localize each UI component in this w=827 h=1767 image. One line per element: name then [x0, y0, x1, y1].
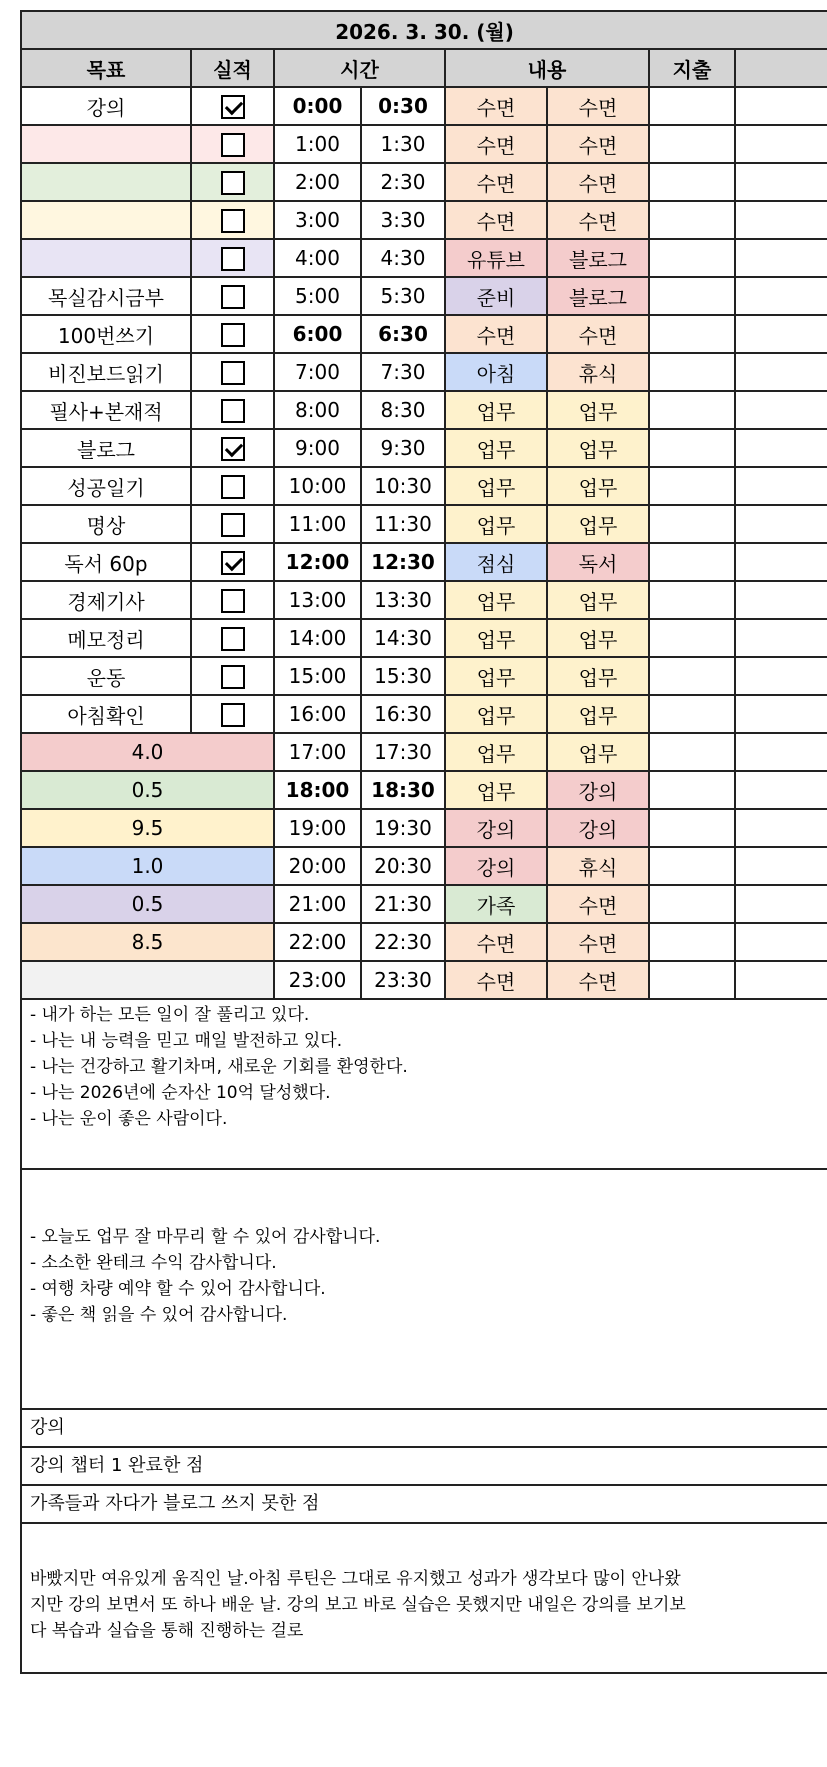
schedule-row — [21, 809, 827, 847]
time-half-cell: 6:30 — [361, 315, 445, 353]
activity-cell: 업무 — [547, 581, 649, 619]
spend-cell — [649, 733, 735, 771]
time-start-cell: 3:00 — [274, 201, 361, 239]
blank-cell — [735, 619, 827, 657]
summary-cell: 9.5 — [21, 809, 274, 847]
schedule-row — [21, 695, 827, 733]
header-spend: 지출 — [649, 49, 735, 87]
summary-cell: 1.0 — [21, 847, 274, 885]
goal-cell: 경제기사 — [21, 581, 191, 619]
activity-cell: 업무 — [445, 733, 547, 771]
goal-cell: 목실감시금부 — [21, 277, 191, 315]
goal-cell: 운동 — [21, 657, 191, 695]
activity-cell: 업무 — [547, 619, 649, 657]
activity-cell: 수면 — [547, 125, 649, 163]
gratitude-section — [20, 1170, 827, 1410]
spend-cell — [649, 619, 735, 657]
goal-cell: 비진보드읽기 — [21, 353, 191, 391]
checkbox-icon[interactable] — [221, 475, 245, 499]
activity-cell: 수면 — [445, 961, 547, 999]
time-half-cell: 16:30 — [361, 695, 445, 733]
activity-cell: 준비 — [445, 277, 547, 315]
activity-cell: 강의 — [445, 847, 547, 885]
activity-cell: 수면 — [445, 87, 547, 125]
time-half-cell: 1:30 — [361, 125, 445, 163]
spend-cell — [649, 809, 735, 847]
time-half-cell: 5:30 — [361, 277, 445, 315]
spend-cell — [649, 315, 735, 353]
blank-cell — [735, 277, 827, 315]
blank-cell — [735, 581, 827, 619]
result-cell — [191, 581, 274, 619]
blank-cell — [735, 87, 827, 125]
schedule-row — [21, 619, 827, 657]
time-half-cell: 14:30 — [361, 619, 445, 657]
activity-cell: 업무 — [547, 429, 649, 467]
checkbox-icon[interactable] — [221, 399, 245, 423]
checkbox-icon[interactable] — [221, 361, 245, 385]
summary-cell: 0.5 — [21, 771, 274, 809]
spend-cell — [649, 87, 735, 125]
affirmation-line: - 나는 운이 좋은 사람이다. — [30, 1109, 228, 1129]
time-half-cell: 0:30 — [361, 87, 445, 125]
checkbox-icon[interactable] — [221, 285, 245, 309]
blank-cell — [735, 923, 827, 961]
time-half-cell: 15:30 — [361, 657, 445, 695]
blank-cell — [735, 391, 827, 429]
result-cell — [191, 353, 274, 391]
result-cell — [191, 87, 274, 125]
activity-cell: 업무 — [445, 771, 547, 809]
activity-cell: 블로그 — [547, 239, 649, 277]
blank-cell — [735, 315, 827, 353]
time-half-cell: 13:30 — [361, 581, 445, 619]
spend-cell — [649, 201, 735, 239]
schedule-row — [21, 353, 827, 391]
time-start-cell: 18:00 — [274, 771, 361, 809]
time-start-cell: 15:00 — [274, 657, 361, 695]
time-start-cell: 6:00 — [274, 315, 361, 353]
time-half-cell: 10:30 — [361, 467, 445, 505]
schedule-row — [21, 239, 827, 277]
activity-cell: 업무 — [445, 391, 547, 429]
spend-cell — [649, 429, 735, 467]
result-cell — [191, 125, 274, 163]
blank-cell — [735, 467, 827, 505]
activity-cell: 강의 — [547, 771, 649, 809]
result-cell — [191, 429, 274, 467]
activity-cell: 블로그 — [547, 277, 649, 315]
activity-cell: 휴식 — [547, 353, 649, 391]
goal-cell: 독서 60p — [21, 543, 191, 581]
spend-cell — [649, 163, 735, 201]
schedule-row — [21, 467, 827, 505]
schedule-row — [21, 505, 827, 543]
affirmation-line: - 나는 2026년에 순자산 10억 달성했다. — [30, 1083, 331, 1103]
result-cell — [191, 695, 274, 733]
blank-cell — [735, 429, 827, 467]
activity-cell: 수면 — [445, 315, 547, 353]
goal-cell: 아침확인 — [21, 695, 191, 733]
gratitude-line: - 좋은 책 읽을 수 있어 감사합니다. — [30, 1305, 288, 1325]
schedule-row — [21, 923, 827, 961]
time-half-cell: 2:30 — [361, 163, 445, 201]
spend-cell — [649, 391, 735, 429]
summary-cell: 0.5 — [21, 885, 274, 923]
schedule-row — [21, 733, 827, 771]
time-start-cell: 1:00 — [274, 125, 361, 163]
blank-cell — [735, 505, 827, 543]
goal-cell — [21, 163, 191, 201]
blank-cell — [735, 239, 827, 277]
activity-cell: 업무 — [445, 695, 547, 733]
gratitude-line: - 오늘도 업무 잘 마무리 할 수 있어 감사합니다. — [30, 1227, 381, 1247]
time-half-cell: 20:30 — [361, 847, 445, 885]
activity-cell: 수면 — [547, 87, 649, 125]
spend-cell — [649, 353, 735, 391]
activity-cell: 수면 — [547, 885, 649, 923]
goal-cell: 명상 — [21, 505, 191, 543]
header-content: 내용 — [445, 49, 649, 87]
activity-cell: 업무 — [445, 505, 547, 543]
blank-cell — [735, 695, 827, 733]
time-start-cell: 7:00 — [274, 353, 361, 391]
schedule-row — [21, 315, 827, 353]
time-half-cell: 21:30 — [361, 885, 445, 923]
time-start-cell: 19:00 — [274, 809, 361, 847]
spend-cell — [649, 771, 735, 809]
checked-checkbox-icon[interactable] — [221, 551, 245, 575]
time-start-cell: 14:00 — [274, 619, 361, 657]
result-cell — [191, 201, 274, 239]
time-start-cell: 2:00 — [274, 163, 361, 201]
result-cell — [191, 315, 274, 353]
checkbox-icon[interactable] — [221, 703, 245, 727]
checkbox-icon[interactable] — [221, 171, 245, 195]
checkbox-icon[interactable] — [221, 247, 245, 271]
spend-cell — [649, 923, 735, 961]
activity-cell: 수면 — [547, 163, 649, 201]
activity-cell: 수면 — [547, 201, 649, 239]
schedule-row — [21, 201, 827, 239]
time-half-cell: 9:30 — [361, 429, 445, 467]
spend-cell — [649, 239, 735, 277]
date-title: 2026. 3. 30. (월) — [21, 11, 827, 49]
schedule-row — [21, 429, 827, 467]
blank-cell — [735, 163, 827, 201]
goal-cell: 블로그 — [21, 429, 191, 467]
reflection-section — [20, 1524, 827, 1674]
result-cell — [191, 163, 274, 201]
time-start-cell: 13:00 — [274, 581, 361, 619]
time-start-cell: 12:00 — [274, 543, 361, 581]
header-blank — [735, 49, 827, 87]
spend-cell — [649, 125, 735, 163]
time-start-cell: 16:00 — [274, 695, 361, 733]
notes-line-2: 강의 챕터 1 완료한 점 — [20, 1448, 827, 1486]
schedule-row — [21, 581, 827, 619]
spend-cell — [649, 657, 735, 695]
activity-cell: 수면 — [445, 201, 547, 239]
time-start-cell: 8:00 — [274, 391, 361, 429]
spend-cell — [649, 885, 735, 923]
time-start-cell: 23:00 — [274, 961, 361, 999]
blank-cell — [735, 847, 827, 885]
time-start-cell: 20:00 — [274, 847, 361, 885]
activity-cell: 업무 — [547, 467, 649, 505]
activity-cell: 강의 — [445, 809, 547, 847]
spend-cell — [649, 467, 735, 505]
time-half-cell: 17:30 — [361, 733, 445, 771]
time-start-cell: 5:00 — [274, 277, 361, 315]
time-start-cell: 9:00 — [274, 429, 361, 467]
activity-cell: 업무 — [547, 733, 649, 771]
spend-cell — [649, 847, 735, 885]
result-cell — [191, 619, 274, 657]
schedule-row — [21, 125, 827, 163]
checkbox-icon[interactable] — [221, 133, 245, 157]
result-cell — [191, 543, 274, 581]
time-half-cell: 4:30 — [361, 239, 445, 277]
goal-cell — [21, 201, 191, 239]
goal-cell: 강의 — [21, 87, 191, 125]
blank-cell — [735, 657, 827, 695]
activity-cell: 수면 — [445, 923, 547, 961]
header-result: 실적 — [191, 49, 274, 87]
time-start-cell: 17:00 — [274, 733, 361, 771]
blank-cell — [735, 961, 827, 999]
activity-cell: 업무 — [547, 695, 649, 733]
time-half-cell: 11:30 — [361, 505, 445, 543]
spend-cell — [649, 961, 735, 999]
time-half-cell: 23:30 — [361, 961, 445, 999]
result-cell — [191, 657, 274, 695]
reflection-line: 바빴지만 여유있게 움직인 날.아침 루틴은 그대로 유지했고 성과가 생각보다 많이 안나왔 — [30, 1569, 681, 1589]
activity-cell: 수면 — [445, 163, 547, 201]
activity-cell: 수면 — [547, 315, 649, 353]
activity-cell: 업무 — [547, 657, 649, 695]
spend-cell — [649, 277, 735, 315]
notes-line-1: 강의 — [20, 1410, 827, 1448]
result-cell — [191, 467, 274, 505]
goal-cell: 성공일기 — [21, 467, 191, 505]
activity-cell: 업무 — [547, 505, 649, 543]
spend-cell — [649, 505, 735, 543]
activity-cell: 업무 — [445, 619, 547, 657]
activity-cell: 유튜브 — [445, 239, 547, 277]
activity-cell: 강의 — [547, 809, 649, 847]
checkbox-icon[interactable] — [221, 323, 245, 347]
time-half-cell: 19:30 — [361, 809, 445, 847]
checkbox-icon[interactable] — [221, 627, 245, 651]
activity-cell: 가족 — [445, 885, 547, 923]
time-start-cell: 10:00 — [274, 467, 361, 505]
schedule-row — [21, 885, 827, 923]
activity-cell: 독서 — [547, 543, 649, 581]
schedule-table — [20, 10, 827, 1000]
reflection-line: 지만 강의 보면서 또 하나 배운 날. 강의 보고 바로 실습은 못했지만 내일은 강의를 보기보 — [30, 1595, 686, 1615]
time-half-cell: 7:30 — [361, 353, 445, 391]
checkbox-icon[interactable] — [221, 665, 245, 689]
schedule-row — [21, 847, 827, 885]
blank-cell — [735, 733, 827, 771]
spend-cell — [649, 581, 735, 619]
blank-cell — [735, 353, 827, 391]
checkbox-icon[interactable] — [221, 589, 245, 613]
checked-checkbox-icon[interactable] — [221, 437, 245, 461]
time-start-cell: 4:00 — [274, 239, 361, 277]
summary-cell: 8.5 — [21, 923, 274, 961]
activity-cell: 점심 — [445, 543, 547, 581]
reflection-line: 다 복습과 실습을 통해 진행하는 걸로 — [30, 1621, 304, 1641]
blank-cell — [735, 201, 827, 239]
activity-cell: 수면 — [547, 961, 649, 999]
activity-cell: 업무 — [445, 657, 547, 695]
time-half-cell: 18:30 — [361, 771, 445, 809]
spend-cell — [649, 543, 735, 581]
activity-cell: 수면 — [445, 125, 547, 163]
summary-cell — [21, 961, 274, 999]
blank-cell — [735, 809, 827, 847]
time-start-cell: 11:00 — [274, 505, 361, 543]
goal-cell: 메모정리 — [21, 619, 191, 657]
planner-sheet — [20, 10, 827, 1674]
gratitude-line: - 여행 차량 예약 할 수 있어 감사합니다. — [30, 1279, 326, 1299]
spend-cell — [649, 695, 735, 733]
goal-cell: 필사+본재적 — [21, 391, 191, 429]
header-goal: 목표 — [21, 49, 191, 87]
time-half-cell: 3:30 — [361, 201, 445, 239]
schedule-row — [21, 543, 827, 581]
schedule-row — [21, 277, 827, 315]
schedule-row — [21, 87, 827, 125]
time-half-cell: 8:30 — [361, 391, 445, 429]
blank-cell — [735, 771, 827, 809]
blank-cell — [735, 885, 827, 923]
time-half-cell: 22:30 — [361, 923, 445, 961]
activity-cell: 업무 — [445, 581, 547, 619]
goal-cell — [21, 239, 191, 277]
result-cell — [191, 505, 274, 543]
affirmation-line: - 내가 하는 모든 일이 잘 풀리고 있다. — [30, 1005, 310, 1025]
header-time: 시간 — [274, 49, 445, 87]
goal-cell — [21, 125, 191, 163]
activity-cell: 업무 — [445, 467, 547, 505]
activity-cell: 수면 — [547, 923, 649, 961]
schedule-row — [21, 391, 827, 429]
activity-cell: 휴식 — [547, 847, 649, 885]
checked-checkbox-icon[interactable] — [221, 95, 245, 119]
affirmation-line: - 나는 건강하고 활기차며, 새로운 기회를 환영한다. — [30, 1057, 408, 1077]
activity-cell: 아침 — [445, 353, 547, 391]
time-start-cell: 21:00 — [274, 885, 361, 923]
checkbox-icon[interactable] — [221, 513, 245, 537]
affirmation-line: - 나는 내 능력을 믿고 매일 발전하고 있다. — [30, 1031, 343, 1051]
activity-cell: 업무 — [445, 429, 547, 467]
goal-cell: 100번쓰기 — [21, 315, 191, 353]
time-half-cell: 12:30 — [361, 543, 445, 581]
time-start-cell: 0:00 — [274, 87, 361, 125]
schedule-row — [21, 771, 827, 809]
result-cell — [191, 277, 274, 315]
summary-cell: 4.0 — [21, 733, 274, 771]
schedule-row — [21, 961, 827, 999]
time-start-cell: 22:00 — [274, 923, 361, 961]
notes-line-3: 가족들과 자다가 블로그 쓰지 못한 점 — [20, 1486, 827, 1524]
result-cell — [191, 239, 274, 277]
gratitude-line: - 소소한 완테크 수익 감사합니다. — [30, 1253, 277, 1273]
blank-cell — [735, 125, 827, 163]
affirmations-section — [20, 1000, 827, 1170]
activity-cell: 업무 — [547, 391, 649, 429]
checkbox-icon[interactable] — [221, 209, 245, 233]
blank-cell — [735, 543, 827, 581]
schedule-row — [21, 657, 827, 695]
schedule-row — [21, 163, 827, 201]
result-cell — [191, 391, 274, 429]
